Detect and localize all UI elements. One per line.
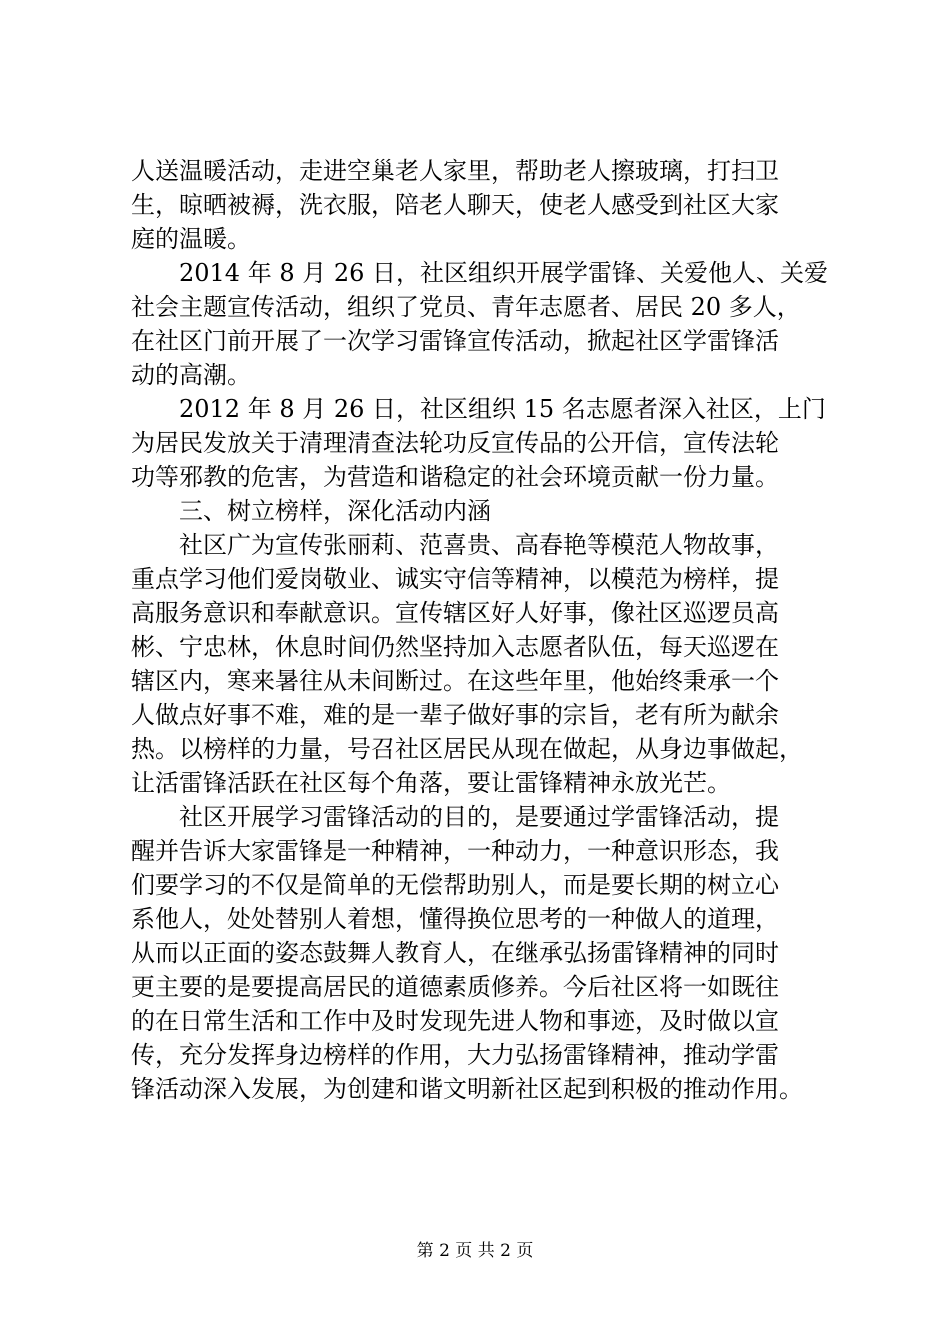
- page-number: 第 2 页 共 2 页: [416, 1241, 534, 1261]
- text-line: 让活雷锋活跃在社区每个角落，要让雷锋精神永放光芒。: [131, 769, 731, 797]
- text-line: 社会主题宣传活动，组织了党员、青年志愿者、居民 20 多人，: [131, 293, 801, 321]
- text-line: 锋活动深入发展，为创建和谐文明新社区起到积极的推动作用。: [131, 1075, 803, 1103]
- text-line: 人送温暖活动，走进空巢老人家里，帮助老人擦玻璃，打扫卫: [131, 157, 779, 185]
- text-line: 从而以正面的姿态鼓舞人教育人，在继承弘扬雷锋精神的同时: [131, 939, 779, 967]
- text-line: 功等邪教的危害，为营造和谐稳定的社会环境贡献一份力量。: [131, 463, 779, 491]
- document-body: [131, 154, 837, 1106]
- text-line: 为居民发放关于清理清查法轮功反宣传品的公开信，宣传法轮: [131, 429, 779, 457]
- text-line: 2014 年 8 月 26 日，社区组织开展学雷锋、关爱他人、关爱: [131, 259, 829, 287]
- text-line: 人做点好事不难，难的是一辈子做好事的宗旨，老有所为献余: [131, 701, 779, 729]
- text-line: 热。以榜样的力量，号召社区居民从现在做起，从身边事做起，: [131, 735, 803, 763]
- text-line: 在社区门前开展了一次学习雷锋宣传活动，掀起社区学雷锋活: [131, 327, 779, 355]
- text-line: 高服务意识和奉献意识。宣传辖区好人好事，像社区巡逻员高: [131, 599, 779, 627]
- text-line: 系他人，处处替别人着想，懂得换位思考的一种做人的道理，: [131, 905, 779, 933]
- section-heading: 三、树立榜样，深化活动内涵: [131, 497, 491, 525]
- text-line: 社区开展学习雷锋活动的目的，是要通过学雷锋活动，提: [131, 803, 779, 831]
- text-line: 2012 年 8 月 26 日，社区组织 15 名志愿者深入社区，上门: [131, 395, 826, 423]
- text-line: 庭的温暖。: [131, 225, 251, 253]
- text-line: 动的高潮。: [131, 361, 251, 389]
- text-line: 彬、宁忠林，休息时间仍然坚持加入志愿者队伍，每天巡逻在: [131, 633, 779, 661]
- text-line: 的在日常生活和工作中及时发现先进人物和事迹，及时做以宣: [131, 1007, 779, 1035]
- text-line: 生，晾晒被褥，洗衣服，陪老人聊天，使老人感受到社区大家: [131, 191, 779, 219]
- text-line: 们要学习的不仅是简单的无偿帮助别人，而是要长期的树立心: [131, 871, 779, 899]
- text-line: 社区广为宣传张丽莉、范喜贵、高春艳等模范人物故事，: [131, 531, 779, 559]
- text-line: 更主要的是要提高居民的道德素质修养。今后社区将一如既往: [131, 973, 779, 1001]
- text-line: 醒并告诉大家雷锋是一种精神，一种动力，一种意识形态，我: [131, 837, 779, 865]
- text-line: 传，充分发挥身边榜样的作用，大力弘扬雷锋精神，推动学雷: [131, 1041, 779, 1069]
- text-line: 重点学习他们爱岗敬业、诚实守信等精神，以模范为榜样，提: [131, 565, 779, 593]
- text-line: 辖区内，寒来暑往从未间断过。在这些年里，他始终秉承一个: [131, 667, 779, 695]
